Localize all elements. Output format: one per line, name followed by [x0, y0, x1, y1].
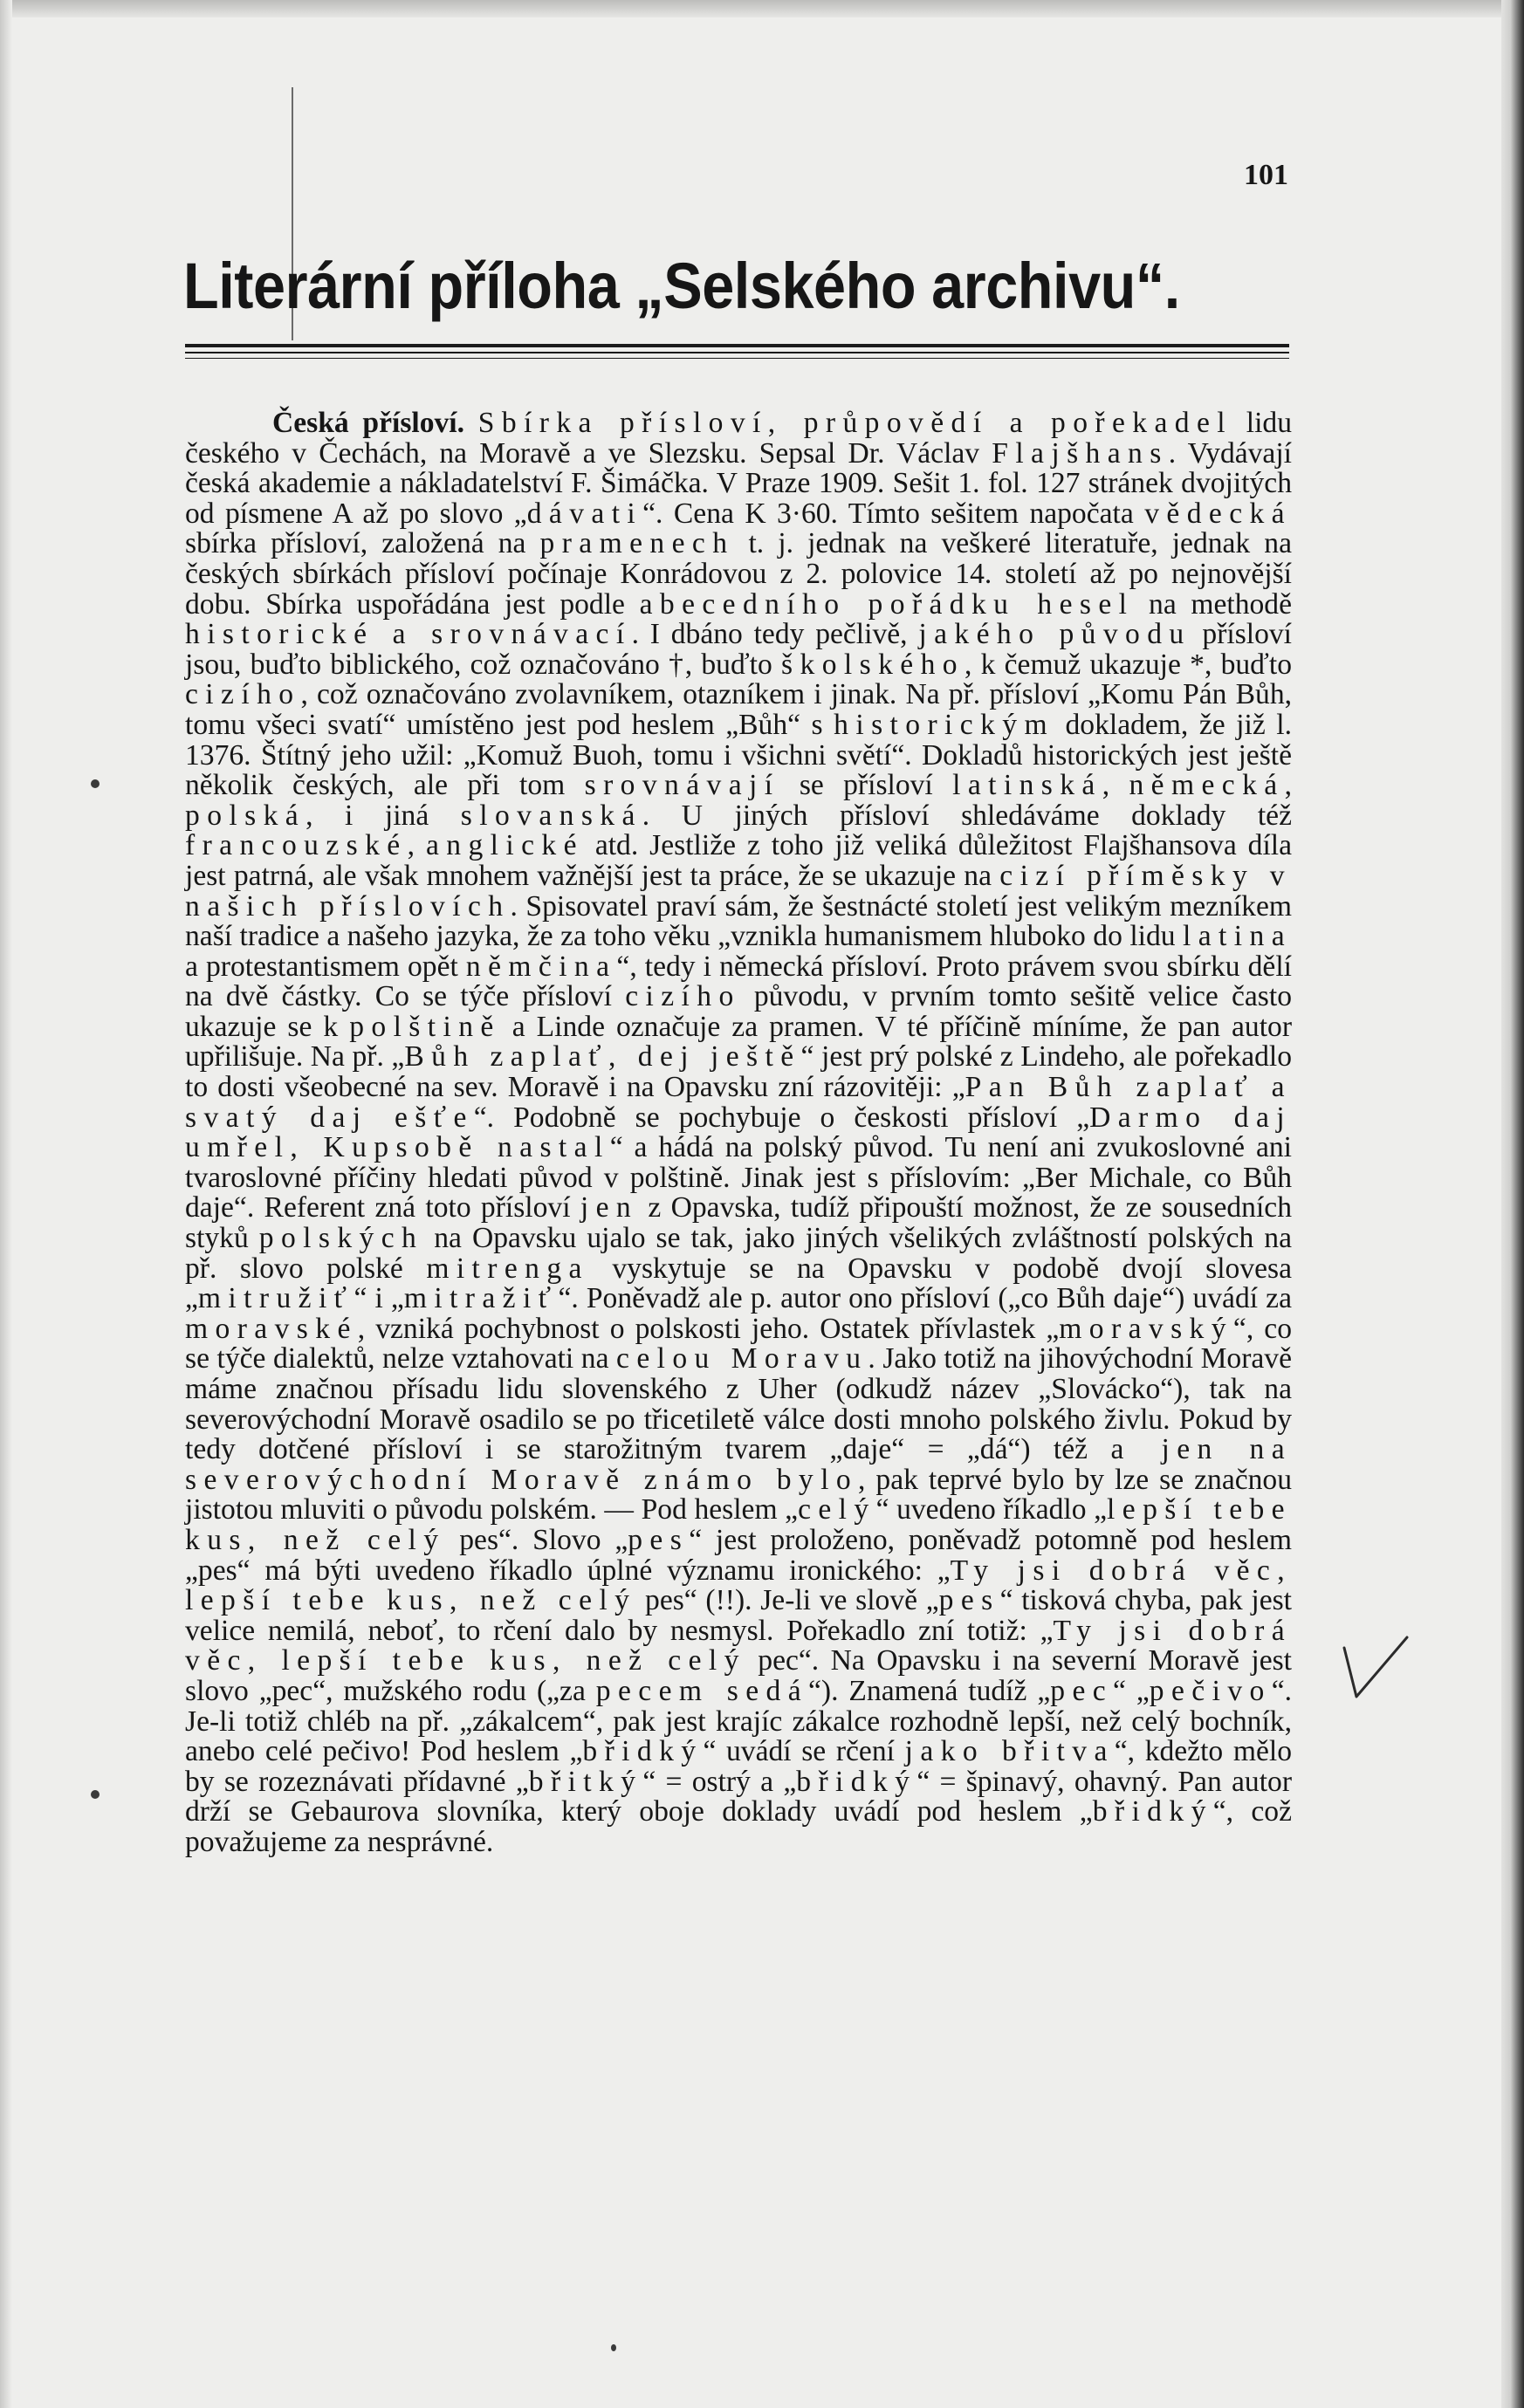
body-text: “ uvedeno říkadlo „: [875, 1493, 1108, 1526]
spaced-emphasis-text: srovnávají: [584, 769, 780, 802]
body-text: vyskytuje se na Opavsku v podobě dvojí slovesa „: [185, 1252, 1292, 1315]
spaced-emphasis-text: jako břitva: [904, 1735, 1115, 1768]
spaced-emphasis-text: Flajšhans: [992, 436, 1169, 470]
body-text: ,: [1102, 769, 1129, 802]
spaced-emphasis-text: Sbírka přísloví, průpovědí a pořekadel: [477, 407, 1233, 439]
article-heading: Česká přísloví.: [272, 407, 465, 439]
page-left-edge: [0, 0, 12, 2408]
spaced-emphasis-text: mitrenga: [426, 1252, 589, 1285]
body-text: . Jako totiž na jihovýchodní Moravě máme značnou přísadu lidu slovenského z Uher (odkudž název „Slovácko“), tak na severovýchodní Moravě osadilo se po třicetiletě válce dosti mnoho polského živlu. Pokud by tedy dotčené přísloví i se starožitným tvarem „daje“ = „dá“) též: [185, 1342, 1292, 1466]
spaced-emphasis-text: pecem sedá: [595, 1674, 809, 1707]
spaced-emphasis-text: historické a srovnávací: [185, 618, 632, 651]
body-text: a protestantismem opět: [185, 950, 466, 983]
body-text: “, kdežto mělo by se rozeznávati přídavné „: [185, 1735, 1292, 1798]
spaced-emphasis-text: polská: [185, 799, 306, 832]
body-text: z Opavska, tudíž připouští možnost, že ze sousedních styků: [185, 1191, 1292, 1255]
body-text: [464, 407, 478, 439]
spaced-emphasis-text: moravské: [185, 1312, 358, 1345]
body-text: , k čemuž ukazuje *, buďto: [964, 648, 1292, 681]
body-text: ,: [1284, 769, 1292, 802]
body-text: ,: [407, 829, 426, 862]
article-body: [185, 408, 1292, 1858]
body-text: “, což považujeme za nesprávné.: [185, 1795, 1292, 1858]
body-text: , i jiná: [305, 799, 461, 832]
body-text: , což označováno zvolavníkem, otazníkem i jinak. Na př. přísloví „Komu Pán Bůh, tomu všeci svatí“ umístěno jest pod heslem „Bůh“ s: [185, 678, 1292, 741]
body-text: “. Cena K 3·60. Tímto sešitem napočata: [642, 497, 1145, 530]
body-text: pes“. Slovo „: [445, 1523, 628, 1556]
spaced-emphasis-text: břitký: [528, 1765, 643, 1798]
body-text: pes“ (!!). Je-li ve slově „: [636, 1584, 939, 1617]
body-text: “ = špinavý, ohavný. Pan autor drží se Gebaurova slovníka, který oboje doklady uvádí pod heslem „: [185, 1765, 1292, 1828]
body-text: dokladem, že již l. 1376. Štítný jeho užil: „Komuž Buoh, tomu i všichni světí“. Dokladů historických jest ještě několik českých, ale při tom: [185, 708, 1292, 802]
body-text: “, co se týče dialektů, nelze vztahovati na: [185, 1312, 1292, 1376]
body-text: “, tedy i německá přísloví. Proto právem svou sbírku dělí na dvě částky. Co se týče přísloví: [185, 950, 1292, 1013]
body-text: “ = ostrý a „: [642, 1765, 797, 1798]
spaced-emphasis-text: břidký: [796, 1765, 917, 1798]
body-text: “ a hádá na polský původ. Tu není ani zvukoslovné ani tvaroslovné příčiny hledati původ v polštině. Jinak jest s příslovím: „Ber Michale, co Bůh daje“. Referent zná toto přísloví: [185, 1131, 1292, 1225]
spaced-emphasis-text: němčina: [465, 950, 617, 983]
page-right-edge: [1501, 0, 1524, 2408]
spaced-emphasis-text: lepší tebe kus, než celý: [185, 1493, 1292, 1556]
body-text: pec“. Na Opavsku i na severní Moravě jest slovo „pec“, mužského rodu („za: [185, 1644, 1293, 1707]
spaced-emphasis-text: a jen na severovýchodní Moravě známo bylo: [185, 1433, 1293, 1496]
body-text: na methodě: [1134, 587, 1292, 621]
body-text: “. Poněvadž ale p. autor ono přísloví („co Bůh daje“) uvádí za: [558, 1282, 1292, 1315]
spaced-emphasis-text: historickým: [834, 708, 1054, 741]
body-text: přísloví jsou, buďto biblického, což označováno †, buďto: [185, 618, 1293, 681]
body-text: “ tisková chyba, pak jest velice nemilá, neboť, to rčení dalo by nesmysl. Pořekadlo zní totiž: „: [185, 1584, 1292, 1647]
spaced-emphasis-text: mitružiť: [197, 1282, 354, 1315]
spaced-emphasis-text: jakého původu: [918, 618, 1191, 651]
spaced-emphasis-text: moravský: [1059, 1312, 1233, 1345]
body-text: původu, v prvním tomto sešitě velice často ukazuje se k: [185, 980, 1292, 1043]
body-text: na Opavsku ujalo se tak, jako jiných všelikých zvláštností polských na př. slovo polské: [185, 1222, 1292, 1285]
spaced-emphasis-text: Pan Bůh zaplať a svatý daj ešťe: [185, 1071, 1292, 1134]
spaced-emphasis-text: pečivo: [1149, 1674, 1272, 1707]
spaced-emphasis-text: pes: [938, 1584, 1000, 1617]
spaced-emphasis-text: cizího: [625, 980, 741, 1013]
spaced-emphasis-text: celý: [798, 1493, 876, 1526]
body-text: . Spisovatel praví sám, že šestnácté století jest velikým mezníkem naší tradice a našeho jazyka, že za toho věku „vznikla humanismem hluboko do lidu: [185, 889, 1292, 953]
body-text: , pak teprvé bylo by lze se značnou jistotou mluviti o původu polském. — Pod heslem „: [185, 1463, 1292, 1526]
article-text: [185, 407, 1292, 1858]
spaced-emphasis-text: cizího: [185, 678, 301, 711]
title-rule-medium: [185, 352, 1289, 353]
spaced-emphasis-text: dávati: [526, 497, 643, 530]
spaced-emphasis-text: latina: [1183, 920, 1292, 953]
spaced-emphasis-text: Ty jsi dobrá věc, lepší tebe kus, než celý: [185, 1614, 1292, 1677]
spaced-emphasis-text: vědecká: [1144, 497, 1292, 530]
body-text: . I dbáno tedy pečlivě,: [631, 618, 919, 651]
body-text: lidu českého v Čechách, na Moravě a ve Slezsku. Sepsal Dr. Václav: [185, 407, 1293, 470]
title-rule-thin: [185, 358, 1289, 359]
body-text: sbírka přísloví, založená na: [185, 527, 540, 560]
body-text: , vzniká pochybnost o polskosti jeho. Ostatek přívlastek „: [357, 1312, 1060, 1345]
article-paragraph: [185, 408, 1292, 1858]
body-text: se přísloví: [779, 769, 953, 802]
body-text: “ i „: [354, 1282, 404, 1315]
body-text: “. Podobně se pochybuje o českosti přísloví „: [473, 1101, 1090, 1134]
spaced-emphasis-text: jen: [580, 1191, 639, 1225]
body-text: “ jest proloženo, poněvadž potomně pod heslem „pes“ má býti uvedeno říkadlo úplné významu ironického: „: [185, 1523, 1292, 1587]
margin-speck: [611, 2344, 616, 2351]
body-text: “. Je-li totiž chléb na př. „zákalcem“, pak jest krajíc zákalce rozhodně lepší, než celý bochník, anebo celé pečivo! Pod heslem „: [185, 1674, 1293, 1768]
body-text: “ „: [1113, 1674, 1150, 1707]
spaced-emphasis-text: slovanská: [460, 799, 642, 832]
spaced-emphasis-text: celou Moravu: [616, 1342, 868, 1376]
title-rule-thick: [185, 344, 1289, 347]
margin-speck: [91, 1790, 100, 1799]
body-text: “). Znamená tudíž „: [808, 1674, 1051, 1707]
spaced-emphasis-text: polštině: [349, 1010, 501, 1043]
spaced-emphasis-text: anglické: [425, 829, 584, 862]
spaced-emphasis-text: abecedního pořádku hesel: [639, 587, 1135, 621]
body-text: a Linde označuje za pramen. V té příčině míníme, že pan autor upřilišuje. Na př. „: [185, 1010, 1292, 1074]
handwritten-check-mark-icon: [1335, 1632, 1414, 1711]
margin-speck: [91, 779, 100, 788]
body-text: “ uvádí se rčení: [703, 1735, 905, 1768]
spaced-emphasis-text: Darmo daj umřel, Kupsobě nastal: [185, 1101, 1292, 1164]
page-top-edge: [0, 0, 1524, 17]
spaced-emphasis-text: břidký: [582, 1735, 704, 1768]
spaced-emphasis-text: latinská: [952, 769, 1102, 802]
spaced-emphasis-text: Ty jsi dobrá věc, lepší tebe kus, než celý: [185, 1554, 1292, 1617]
body-text: t. j. jednak na veškeré literatuře, jednak na českých sbírkách přísloví počínaje Konrádovou z 2. polovice 14. století až po nejnovější dobu. Sbírka uspořádána jest podle: [185, 527, 1292, 621]
body-text: atd. Jestliže z toho již veliká důležitost Flajšhansova díla jest patrná, ale však mnohem važnější jest ta práce, že se ukazuje na: [185, 829, 1293, 892]
page-title: Literární příloha „Selského archivu“.: [183, 250, 1180, 322]
spaced-emphasis-text: mitražiť: [403, 1282, 559, 1315]
spaced-emphasis-text: pramenech: [539, 527, 735, 560]
spaced-emphasis-text: pes: [628, 1523, 690, 1556]
spaced-emphasis-text: polských: [258, 1222, 424, 1255]
body-text: . U jiných přísloví shledáváme doklady též: [642, 799, 1292, 832]
spaced-emphasis-text: německá: [1129, 769, 1285, 802]
spaced-emphasis-text: cizí příměsky v našich příslovích: [185, 859, 1292, 923]
spaced-emphasis-text: pec: [1050, 1674, 1114, 1707]
page-number: 101: [1244, 159, 1288, 191]
spaced-emphasis-text: Bůh zaplať, dej ještě: [404, 1040, 801, 1074]
body-text: “ jest prý polské z Lindeho, ale pořekadlo to dosti všeobecné na sev. Moravě i na Opavsku zní rázovitěji: „: [185, 1040, 1293, 1104]
spaced-emphasis-text: školského: [781, 648, 965, 681]
body-text: . Vydávají česká akademie a nákladatelství F. Šimáčka. V Praze 1909. Sešit 1. fol. 127 stránek dvojitých od písmene A až po slovo „: [185, 436, 1292, 530]
spaced-emphasis-text: břidký: [1092, 1795, 1213, 1828]
spaced-emphasis-text: francouzské: [185, 829, 408, 862]
